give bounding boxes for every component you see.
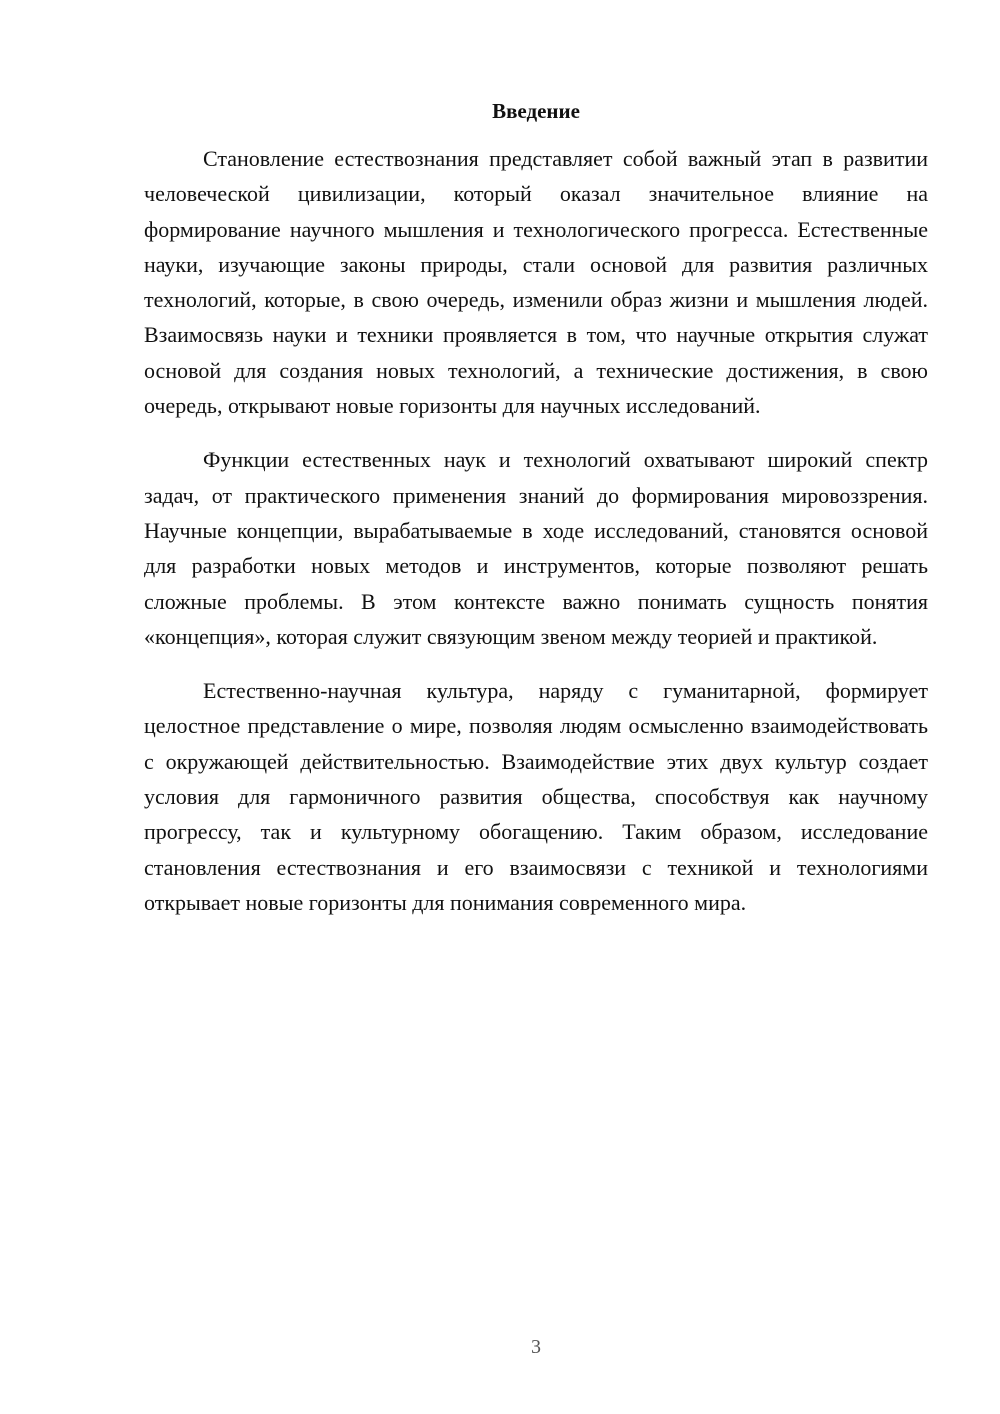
body-text — [144, 141, 928, 939]
paragraph-2: Функции естественных наук и технологий охватывают широкий спектр задач, от практического применения знаний до формирования мировоззрения. Научные концепции, вырабатываемые в ходе исследований, становятся основой для разработки новых методов и инструментов, которые позволяют решать сложные проблемы. В этом контексте важно понимать сущность понятия «концепция», которая служит связующим звеном между теорией и практикой. — [144, 447, 928, 649]
paragraph-1: Становление естествознания представляет собой важный этап в развитии человеческой цивилизации, который оказал значительное влияние на формирование научного мышления и технологического прогресса. Естественные науки, изучающие законы природы, стали основой для развития различных технологий, которые, в свою очередь, изменили образ жизни и мышления людей. Взаимосвязь науки и техники проявляется в том, что научные открытия служат основой для создания новых технологий, а технические достижения, в свою очередь, открывают новые горизонты для научных исследований. — [144, 146, 928, 419]
page-title: Введение — [492, 99, 580, 123]
page-number: 3 — [531, 1336, 541, 1358]
paragraph-3: Естественно-научная культура, наряду с гуманитарной, формирует целостное представление о мире, позволяя людям осмысленно взаимодействовать с окружающей действительностью. Взаимодействие этих двух культур создает условия для гармоничного развития общества, способствуя как научному прогрессу, так и культурному обогащению. Таким образом, исследование становления естествознания и его взаимосвязи с техникой и технологиями открывает новые горизонты для понимания современного мира. — [144, 678, 928, 915]
